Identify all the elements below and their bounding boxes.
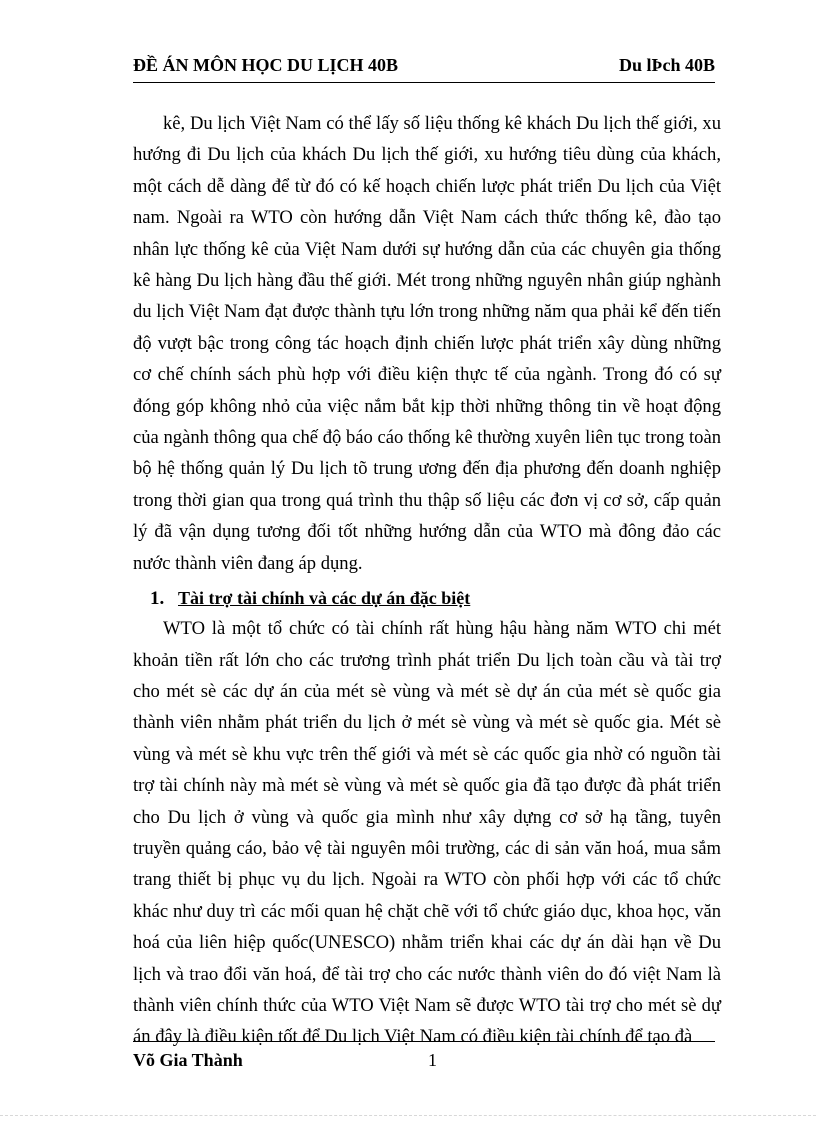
header-course-label: Du lÞch 40B: [618, 55, 715, 75]
header-divider: [133, 82, 715, 83]
footer-divider: [133, 1041, 715, 1042]
section-title: Tài trợ tài chính và các dự án đặc biệt: [178, 588, 471, 609]
page-header: [133, 55, 715, 79]
page-body: [133, 108, 721, 1053]
body-paragraph: WTO là một tổ chức có tài chính rất hùng hậu hàng năm WTO chi mét khoản tiền rất lớn cho các trương trình phát triển Du lịch toàn cầu và tài trợ cho mét sè các dự án của mét sè vùng và mét sè dự án của mét sè quốc gia thành viên nhằm phát triển du lịch ở mét sè vùng và mét sè quốc gia. Mét sè vùng và mét sè khu vực trên thế giới và mét sè các quốc gia nhờ có nguồn tài trợ tài chính này mà mét sè vùng và mét sè quốc gia đã tạo được đà phát triển cho Du lịch ở vùng và quốc gia mình như xây dựng cơ sở hạ tầng, tuyên truyền quảng cáo, bảo vệ tài nguyên môi trường, các di sản văn hoá, mua sắm trang thiết bị phục vụ du lịch. Ngoài ra WTO còn phối hợp với các tổ chức khác như duy trì các mối quan hệ chặt chẽ với tổ chức giáo dục, khoa học, văn hoá của liên hiệp quốc(UNESCO) nhằm triển khai các dự án dài hạn về Du lịch và trao đổi văn hoá, để tài trợ cho các nước thành viên do đó việt Nam là thành viên chính thức của WTO Việt Nam sẽ được WTO tài trợ cho mét sè dự án đây là điều kiện tốt để Du lịch Việt Nam có điều kiện tài chính để tạo đà: [133, 618, 721, 1048]
section-number: 1.: [150, 588, 165, 610]
page-edge-divider: [0, 1115, 816, 1116]
section-heading: [150, 585, 721, 612]
body-paragraph: kê, Du lịch Việt Nam có thể lấy số liệu thống kê khách Du lịch thế giới, xu hướng đi Du lịch của khách Du lịch thế giới, xu hướng tiêu dùng của khách, một cách dễ dàng để từ đó có kế hoạch chiến lược phát triển Du lịch của Việt nam. Ngoài ra WTO còn hướng dẫn Việt Nam cách thức thống kê, đào tạo nhân lực thống kê của Việt Nam dưới sự hướng dẫn của các chuyên gia thống kê hàng Du lịch hàng đầu thế giới. Mét trong những nguyên nhân giúp nghành du lịch Việt Nam đạt được thành tựu lớn trong những năm qua phải kể đến tiến độ vượt bậc trong công tác hoạch định chiến lược phát triển xây dùng những cơ chế chính sách phù hợp với điều kiện thực tế của ngành. Trong đó có sự đóng góp không nhỏ của việc nắm bắt kịp thời những thông tin về hoạt động của ngành thông qua chế độ báo cáo thống kê thường xuyên liên tục trong toàn bộ hệ thống quản lý Du lịch tõ trung ương đến địa phương đến doanh nghiệp trong thời gian qua trong quá trình thu thập số liệu các đơn vị cơ sở, cấp quản lý đã vận dụng tương đối tốt những hướng dẫn của WTO mà đông đảo các nước thành viên đang áp dụng.: [133, 113, 721, 574]
page-footer: [133, 1050, 715, 1074]
header-title: ĐỀ ÁN MÔN HỌC DU LỊCH 40B: [133, 55, 399, 75]
page-number: 1: [428, 1050, 437, 1070]
footer-author: Võ Gia Thành: [133, 1050, 243, 1070]
